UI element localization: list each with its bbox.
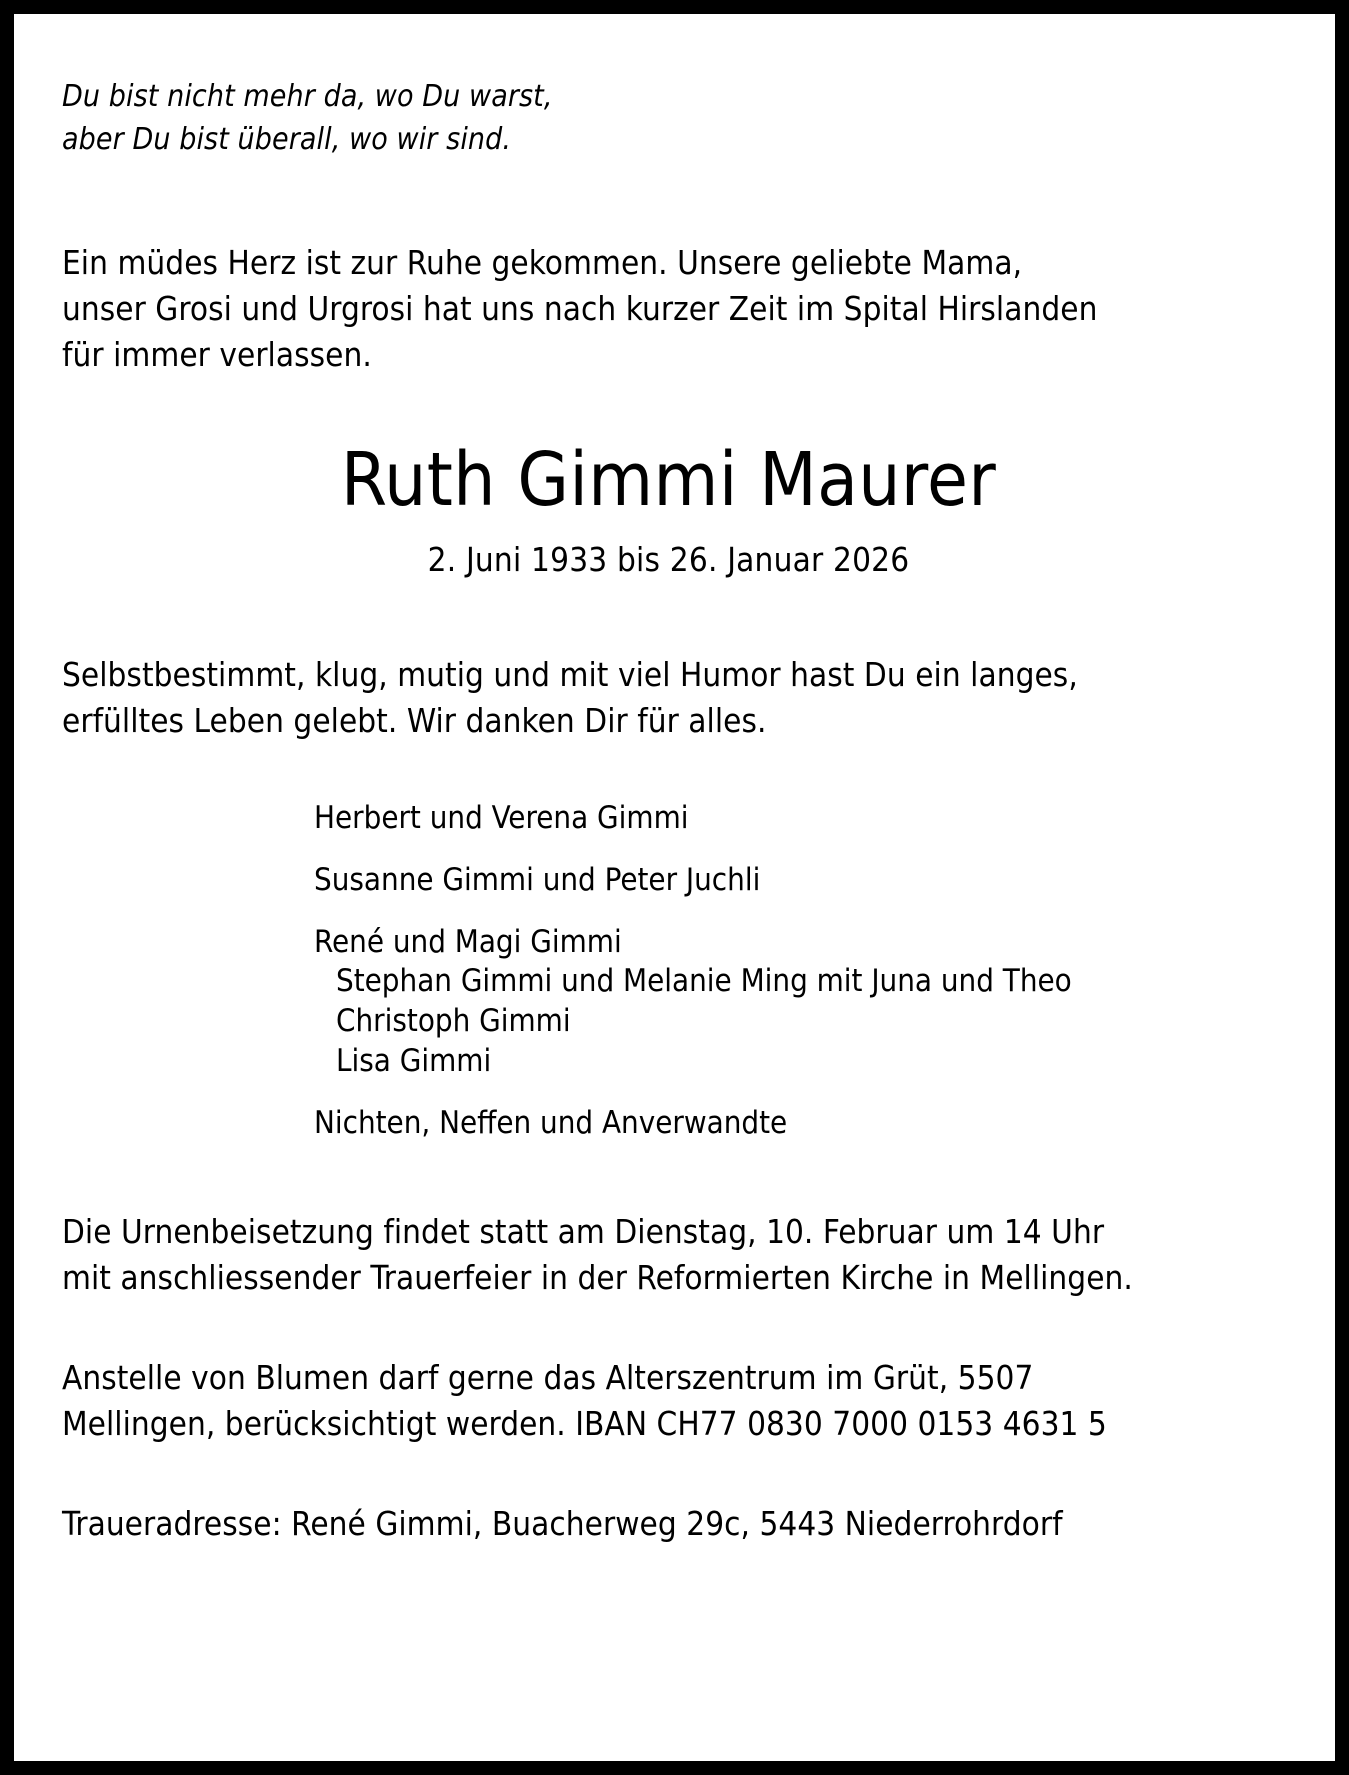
border-frame-left bbox=[0, 0, 14, 1775]
epitaph-line-2: aber Du bist überall, wo wir sind. bbox=[62, 121, 512, 157]
tribute-line-2: erfülltes Leben gelebt. Wir danken Dir für alles. bbox=[62, 700, 767, 740]
tribute-line-1: Selbstbestimmt, klug, mutig und mit viel Humor hast Du ein langes, bbox=[62, 654, 1078, 694]
funeral-service-details bbox=[62, 1209, 1291, 1301]
epitaph-line-1: Du bist nicht mehr da, wo Du warst, bbox=[62, 79, 553, 114]
survivor-item: Herbert und Verena Gimmi bbox=[314, 800, 689, 836]
survivors-list bbox=[314, 800, 1291, 1143]
mourning-address: Traueradresse: René Gimmi, Buacherweg 29c, 5443 Niederrohrdorf bbox=[62, 1504, 1063, 1544]
survivor-item-nested: Christoph Gimmi bbox=[336, 1003, 571, 1040]
border-frame-right bbox=[1335, 0, 1349, 1775]
donation-line-1: Anstelle von Blumen darf gerne das Alterszentrum im Grüt, 5507 bbox=[62, 1358, 1034, 1398]
service-line-1: Die Urnenbeisetzung findet statt am Dienstag, 10. Februar um 14 Uhr bbox=[62, 1211, 1105, 1251]
epitaph-quote bbox=[62, 76, 1291, 162]
tribute-paragraph bbox=[62, 652, 1291, 744]
intro-paragraph bbox=[62, 240, 1291, 379]
notice-content bbox=[14, 14, 1335, 1761]
deceased-dates: 2. Juni 1933 bis 26. Januar 2026 bbox=[427, 540, 910, 580]
donation-line-2: Mellingen, berücksichtigt werden. IBAN CH77 0830 7000 0153 4631 5 bbox=[62, 1404, 1107, 1444]
survivor-item-nested: Stephan Gimmi und Melanie Ming mit Juna und Theo bbox=[336, 963, 1072, 1000]
donation-details bbox=[62, 1355, 1291, 1447]
survivor-item-nested: Lisa Gimmi bbox=[336, 1043, 492, 1080]
survivor-item: René und Magi Gimmi bbox=[314, 923, 622, 960]
intro-line-3: für immer verlassen. bbox=[62, 335, 372, 375]
intro-line-1: Ein müdes Herz ist zur Ruhe gekommen. Unsere geliebte Mama, bbox=[62, 242, 1023, 282]
border-frame-bottom bbox=[0, 1761, 1349, 1775]
intro-line-2: unser Grosi und Urgrosi hat uns nach kurzer Zeit im Spital Hirslanden bbox=[62, 288, 1098, 328]
survivor-item: Susanne Gimmi und Peter Juchli bbox=[314, 861, 761, 898]
deceased-block bbox=[46, 437, 1291, 580]
border-frame-top bbox=[0, 0, 1349, 14]
service-line-2: mit anschliessender Trauerfeier in der Reformierten Kirche in Mellingen. bbox=[62, 1257, 1133, 1297]
deceased-name: Ruth Gimmi Maurer bbox=[340, 437, 997, 524]
survivor-item: Nichten, Neffen und Anverwandte bbox=[314, 1104, 788, 1141]
